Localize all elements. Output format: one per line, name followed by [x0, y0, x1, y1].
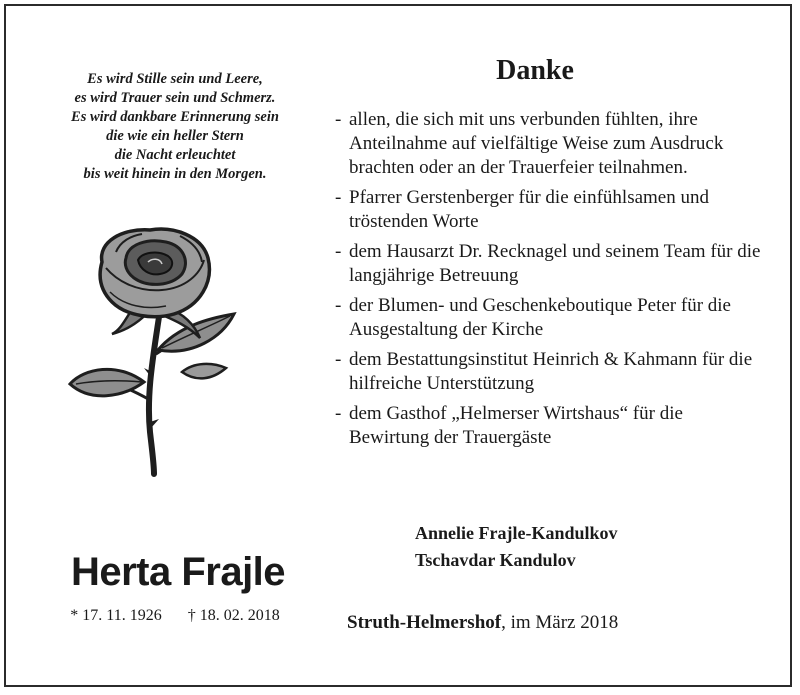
notice-date: , im März 2018: [501, 612, 619, 633]
signer-name: Tschavdar Kandulov: [415, 550, 576, 570]
thanks-item-text: dem Bestattungsinstitut Heinrich & Kahmann für die hilfreiche Unterstützung: [349, 349, 753, 394]
signer-name: Annelie Frajle-Kandulkov: [415, 523, 618, 543]
thanks-item: [335, 186, 765, 234]
thanks-item: [335, 402, 765, 450]
thanks-item-text: dem Hausarzt Dr. Recknagel und seinem Team für die langjährige Betreuung: [349, 241, 761, 286]
list-dash: -: [335, 349, 342, 370]
place-name: Struth-Helmershof: [347, 612, 502, 633]
thanks-item-text: dem Gasthof „Helmerser Wirtshaus“ für die Bewirtung der Trauergäste: [349, 403, 683, 448]
memorial-poem: [40, 70, 310, 184]
list-dash: -: [335, 403, 342, 424]
thanks-item-text: der Blumen- und Geschenkeboutique Peter für die Ausgestaltung der Kirche: [349, 295, 731, 340]
thanks-item-text: Pfarrer Gerstenberger für die einfühlsamen und tröstenden Worte: [349, 187, 709, 232]
thanks-item: [335, 108, 765, 180]
list-dash: -: [335, 241, 342, 262]
poem-line: Es wird dankbare Erinnerung sein: [71, 109, 279, 125]
poem-line: die wie ein heller Stern: [106, 128, 244, 144]
poem-line: es wird Trauer sein und Schmerz.: [74, 90, 276, 106]
list-dash: -: [335, 187, 342, 208]
rose-illustration: [62, 222, 252, 477]
place-and-date: [347, 612, 618, 634]
signers-block: [415, 520, 618, 574]
thanks-item: [335, 294, 765, 342]
thanks-list: [335, 108, 765, 456]
list-dash: -: [335, 109, 342, 130]
list-dash: -: [335, 295, 342, 316]
thanks-item: [335, 348, 765, 396]
thanks-item: [335, 240, 765, 288]
thanks-heading: Danke: [496, 55, 574, 86]
death-date: † 18. 02. 2018: [187, 607, 280, 624]
life-dates: [40, 607, 310, 625]
poem-line: Es wird Stille sein und Leere,: [87, 71, 263, 87]
birth-date: * 17. 11. 1926: [70, 607, 162, 624]
poem-line: die Nacht erleuchtet: [114, 147, 236, 163]
deceased-name: Herta Frajle: [70, 550, 286, 594]
thanks-item-text: allen, die sich mit uns verbunden fühlten, ihre Anteilnahme auf vielfältige Weise zum Ausdruck brachten oder an der Trauerfeier teilnahmen.: [349, 109, 724, 178]
poem-line: bis weit hinein in den Morgen.: [83, 166, 267, 182]
